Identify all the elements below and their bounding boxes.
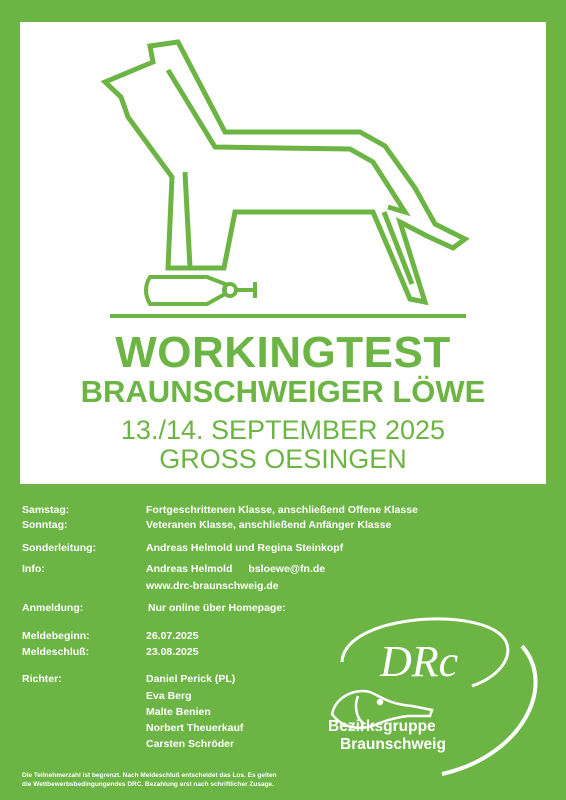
logo-line1: Bezirksgruppe — [328, 718, 436, 735]
registration-value: Nur online über Homepage: — [148, 602, 286, 614]
registration-label: Anmeldung: — [22, 602, 84, 614]
judge-name: Malte Benien — [146, 706, 211, 718]
contact-email[interactable]: bsloewe@fn.de — [248, 563, 326, 575]
judge-name: Daniel Perick (PL) — [146, 673, 236, 685]
footnote-line: die Wettbewerbsbedingungendes DRC. Bezahlung erst nach schriftlicher Zusage. — [22, 781, 274, 788]
start-value: 26.07.2025 — [146, 630, 199, 642]
drc-mark: DRc — [380, 637, 459, 686]
start-label: Meldebeginn: — [22, 630, 90, 642]
sunday-label: Sonntag: — [22, 519, 68, 531]
judge-name: Eva Berg — [146, 690, 192, 702]
event-title: WORKINGTEST — [115, 328, 451, 377]
sunday-value: Veteranen Klasse, anschließend Anfänger Klasse — [146, 519, 392, 531]
footnote — [22, 771, 352, 789]
event-location: GROSS OESINGEN — [159, 444, 407, 474]
event-subtitle: BRAUNSCHWEIGER LÖWE — [80, 374, 486, 409]
website-link[interactable]: www.drc-braunschweig.de — [146, 580, 279, 592]
saturday-label: Samstag: — [22, 504, 70, 516]
judges-label: Richter: — [22, 673, 62, 685]
info-label: Info: — [22, 563, 45, 575]
contact-name: Andreas Helmold — [146, 563, 233, 575]
special-label: Sonderleitung: — [22, 542, 97, 554]
footnote-line: Die Teilnehmerzahl ist begrenzt. Nach Meldeschluß entscheidet das Los. Es gelten — [22, 772, 277, 779]
end-value: 23.08.2025 — [146, 646, 199, 658]
special-value: Andreas Helmold und Regina Steinkopf — [146, 542, 344, 554]
contact-line — [146, 563, 325, 575]
saturday-value: Fortgeschrittenen Klasse, anschließend Offene Klasse — [146, 504, 418, 516]
logo-line2: Braunschweig — [340, 736, 446, 753]
judge-name: Carsten Schröder — [146, 738, 235, 750]
end-label: Meldeschluß: — [22, 646, 90, 658]
judge-name: Norbert Theuerkauf — [146, 722, 244, 734]
event-date: 13./14. SEPTEMBER 2025 — [120, 415, 446, 445]
